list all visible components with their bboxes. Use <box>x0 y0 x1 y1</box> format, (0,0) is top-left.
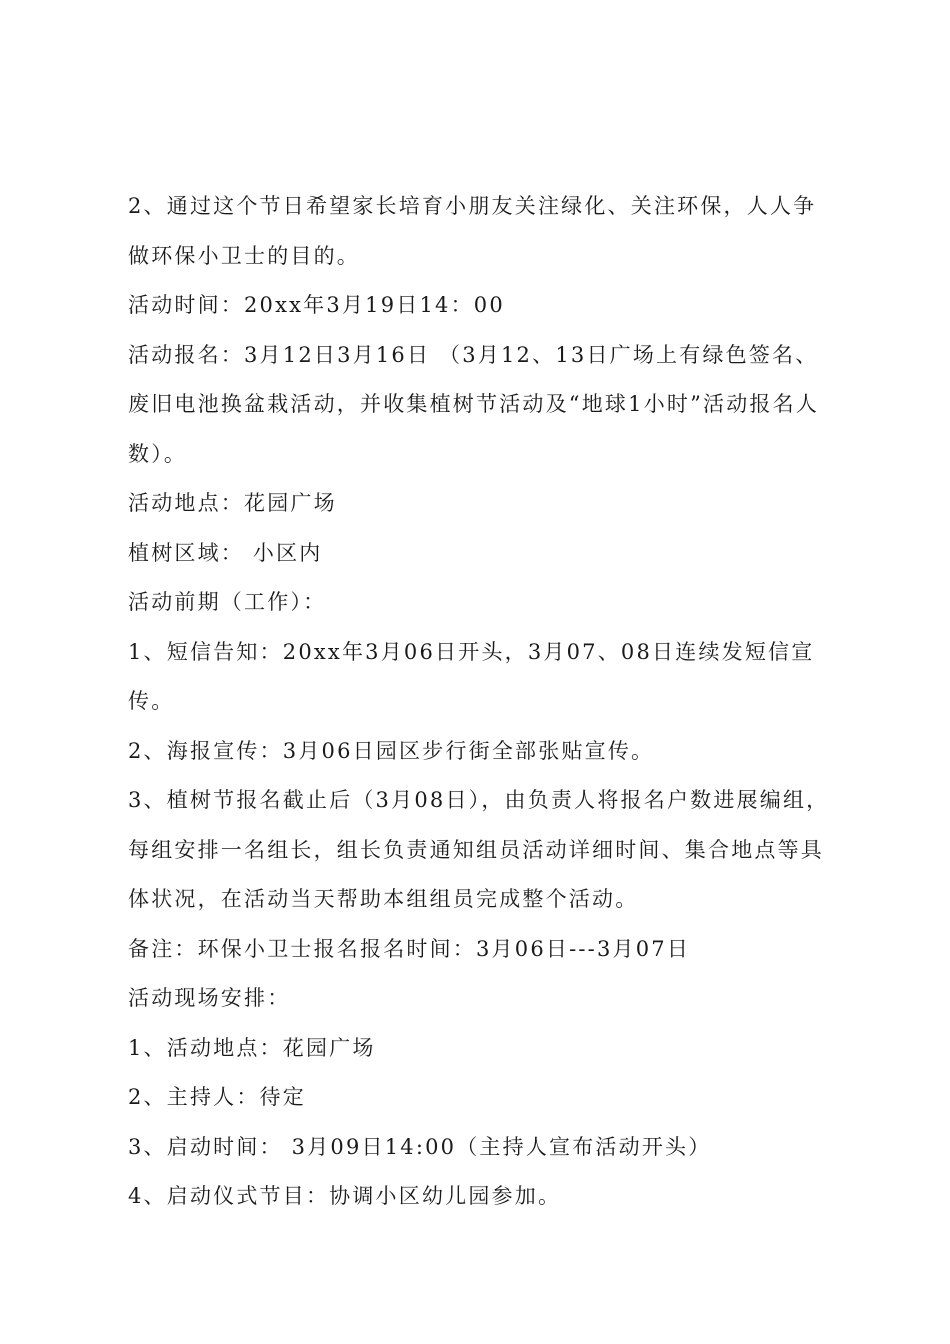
paragraph-poster-promotion: 2、海报宣传：3月06日园区步行街全部张贴宣传。 <box>128 738 655 763</box>
paragraph-host: 2、主持人：待定 <box>128 1085 306 1109</box>
paragraph-start-time: 3、启动时间： 3月09日14:00（主持人宣布活动开头） <box>128 1134 712 1159</box>
paragraph-remark: 备注：环保小卫士报名报名时间：3月06日---3月07日 <box>128 936 691 961</box>
paragraph-sms-notice: 1、短信告知：20xx年3月06日开头，3月07、08日连续发短信宣传。 <box>128 639 815 713</box>
paragraph-activity-time: 活动时间：20xx年3月19日14：00 <box>128 293 505 317</box>
paragraph-grouping: 3、植树节报名截止后（3月08日），由负责人将报名户数进展编组，每组安排一名组长，组长负责通知组员活动详细时间、集合地点等具体状况，在活动当天帮助本组组员完成整个活动。 <box>128 788 830 911</box>
paragraph-onsite-location: 1、活动地点：花园广场 <box>128 1035 376 1060</box>
paragraph-onsite-heading: 活动现场安排： <box>128 986 291 1010</box>
paragraph-goal-2: 2、通过这个节日希望家长培育小朋友关注绿化、关注环保，人人争做环保小卫士的目的。 <box>128 194 817 268</box>
paragraph-activity-location: 活动地点：花园广场 <box>128 491 337 515</box>
paragraph-registration: 活动报名：3月12日3月16日 （3月12、13日广场上有绿色签名、废旧电池换盆栽活动，并收集植树节活动及“地球1小时”活动报名人数）。 <box>128 342 820 466</box>
paragraph-ceremony-program: 4、启动仪式节目：协调小区幼儿园参加。 <box>128 1184 562 1208</box>
document-body <box>128 182 838 1222</box>
paragraph-planting-area: 植树区域： 小区内 <box>128 540 323 565</box>
paragraph-preparation-heading: 活动前期（工作）： <box>128 590 327 614</box>
